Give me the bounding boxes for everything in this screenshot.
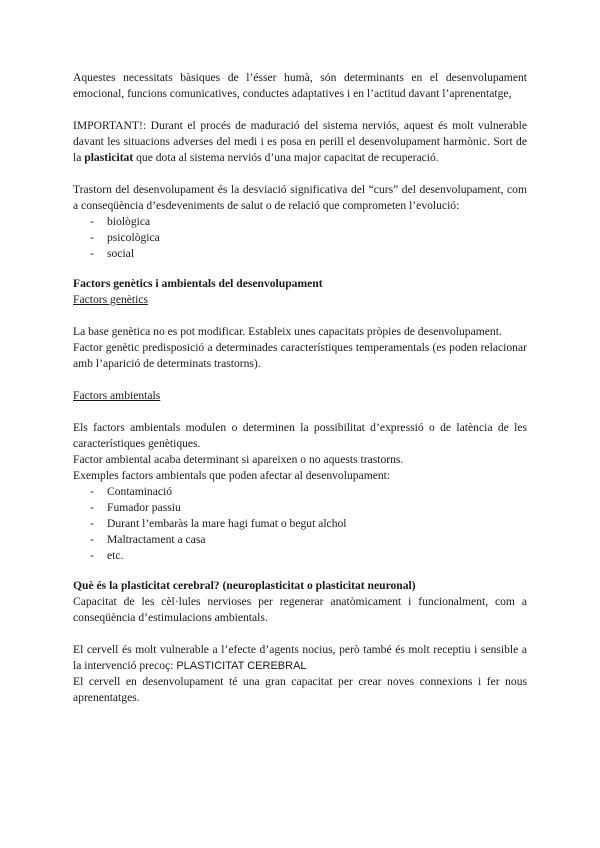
list-item: - Maltractament a casa bbox=[90, 533, 206, 546]
paragraph-basic-needs: Aquestes necessitats bàsiques de l’ésser humà, són determinants en el desenvolupament emocional, funcions comunicatives, conductes adaptatives i en l’actitud davant l’aprenentatge, bbox=[73, 71, 527, 100]
plasticitat-cerebral-caps: PLASTICITAT CEREBRAL bbox=[176, 660, 307, 672]
important-text: IMPORTANT!: Durant el procés de maduració del sistema nerviós, aquest és molt vulnerable davant les situacions adverses del medi i es posa en perill el desenvolupament harmònic. Sort de la bbox=[73, 119, 527, 164]
dash-marker: - bbox=[90, 501, 94, 514]
list-item: - psicològica bbox=[90, 231, 160, 244]
brain-vulnerable-text: El cervell és molt vulnerable a l’efecte d’agents nocius, però també és molt receptiu i sensible a la intervenció precoç: bbox=[73, 643, 527, 672]
paragraph-genetic-predisposition: Factor genètic predisposició a determinades característiques temperamentals (es poden relacionar amb l’aparició de determinats trastorns). bbox=[73, 341, 527, 370]
important-text-end: que dota al sistema nerviós d’una major capacitat de recuperació. bbox=[133, 151, 439, 164]
paragraph-environmental-modulate: Els factors ambientals modulen o determinen la possibilitat d’expressió o de latència de les característiques genètiques. bbox=[73, 421, 527, 450]
paragraph-important bbox=[73, 118, 527, 166]
paragraph-plasticity-definition: Capacitat de les cèl·lules nervioses per regenerar anatòmicament i funcionalment, com a conseqüència d’estimulacions ambientals. bbox=[73, 595, 527, 624]
subheading-environmental-factors: Factors ambientals bbox=[73, 389, 161, 402]
paragraph-brain-development: El cervell en desenvolupament té una gran capacitat per crear noves connexions i fer nous aprenentatges. bbox=[73, 675, 527, 704]
paragraph-genetic-base: La base genètica no es pot modificar. Estableix unes capacitats pròpies de desenvolupament. bbox=[73, 325, 502, 338]
dash-marker: - bbox=[90, 549, 94, 562]
list-item: - Durant l’embaràs la mare hagi fumat o begut alchol bbox=[90, 517, 347, 530]
dash-marker: - bbox=[90, 215, 94, 228]
list-item: - etc. bbox=[90, 549, 124, 562]
dash-marker: - bbox=[90, 231, 94, 244]
list-item: - biològica bbox=[90, 215, 151, 228]
document-body bbox=[73, 70, 527, 706]
list-item: - Contaminació bbox=[90, 485, 173, 498]
paragraph-brain-vulnerable bbox=[73, 642, 527, 674]
dash-marker: - bbox=[90, 517, 94, 530]
paragraph-environmental-examples: Exemples factors ambientals que poden afectar al desenvolupament: bbox=[73, 469, 391, 482]
paragraph-trastorn: Trastorn del desenvolupament és la desviació significativa del “curs” del desenvolupament, com a conseqüència d’esdeveniments de salut o de relació que comprometen l’evolució: bbox=[73, 183, 527, 212]
dash-marker: - bbox=[90, 533, 94, 546]
section-title-factors: Factors genètics i ambientals del desenvolupament bbox=[73, 277, 323, 290]
list-environmental-examples bbox=[73, 484, 527, 564]
dash-marker: - bbox=[90, 485, 94, 498]
dash-marker: - bbox=[90, 247, 94, 260]
list-item: - Fumador passiu bbox=[90, 501, 181, 514]
paragraph-environmental-determine: Factor ambiental acaba determinant si apareixen o no aquests trastorns. bbox=[73, 453, 404, 466]
list-evolution bbox=[73, 214, 527, 262]
subheading-genetic-factors: Factors genètics bbox=[73, 293, 149, 306]
section-title-plasticity: Què és la plasticitat cerebral? (neuroplasticitat o plasticitat neuronal) bbox=[73, 579, 416, 592]
list-item: - social bbox=[90, 247, 135, 260]
plasticitat-bold: plasticitat bbox=[84, 151, 134, 164]
